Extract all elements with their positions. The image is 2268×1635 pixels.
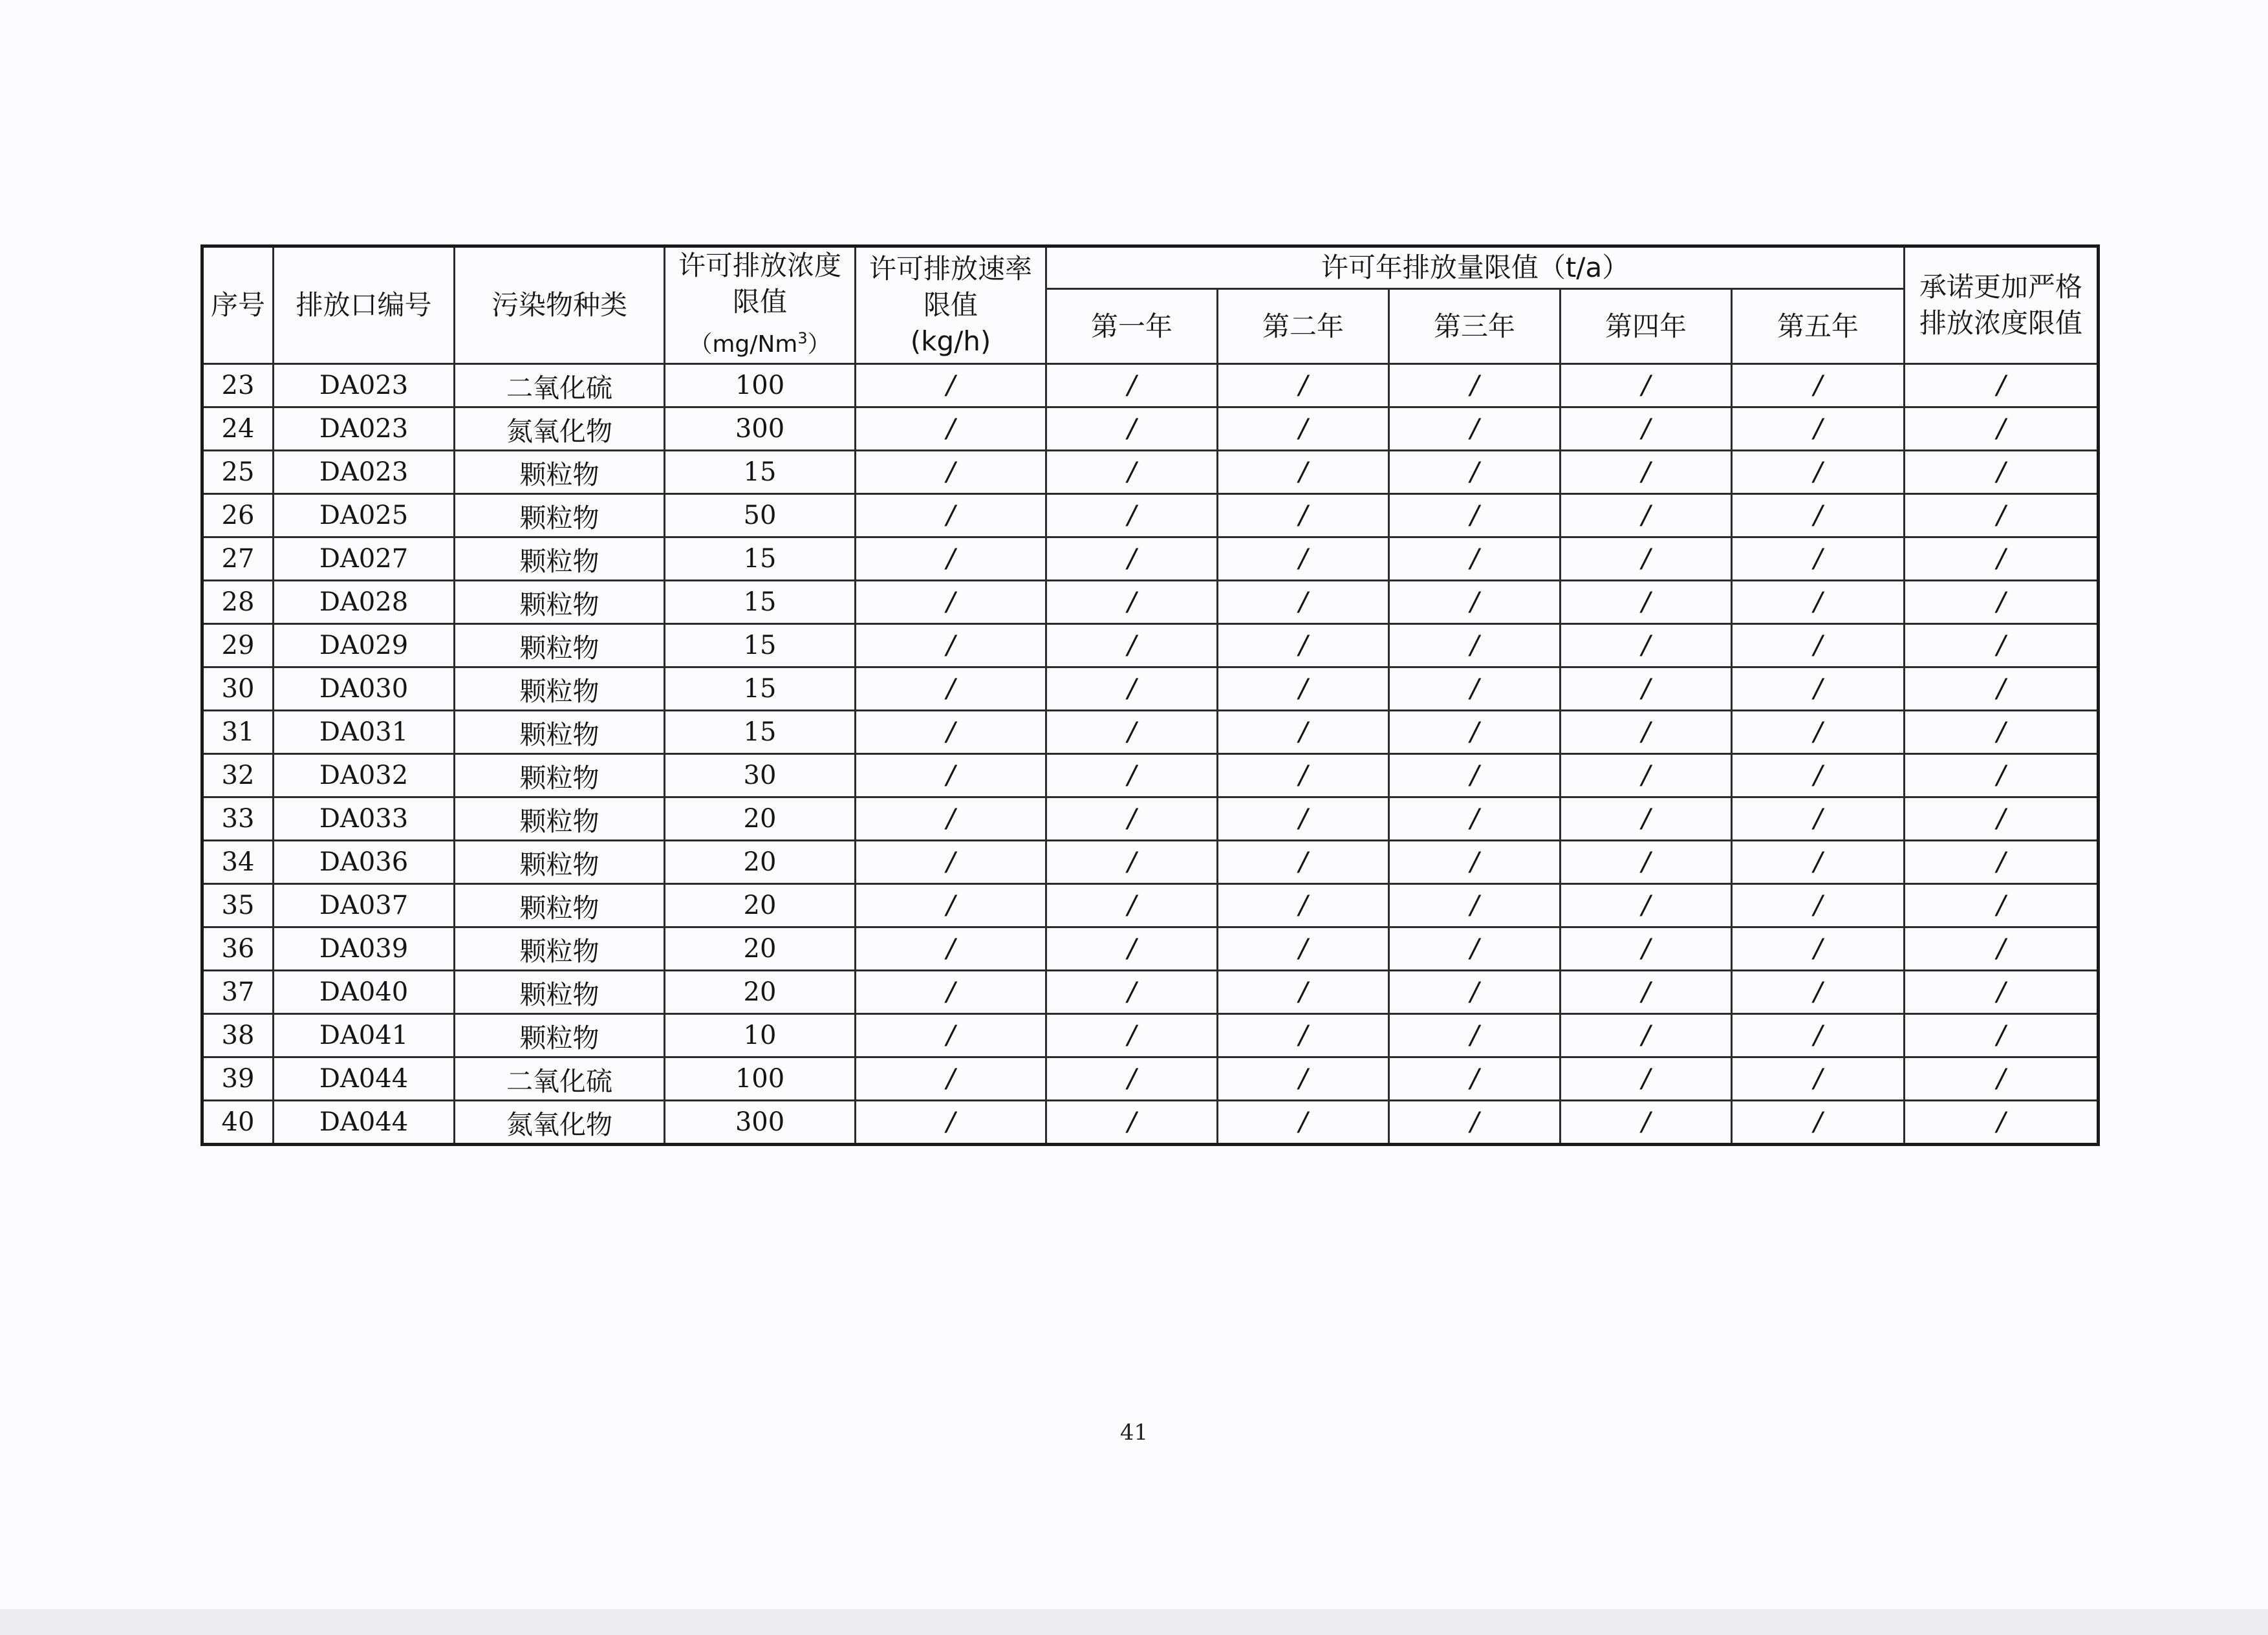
cell-year-1: / [1046, 841, 1218, 884]
cell-year-1: / [1046, 884, 1218, 927]
cell-commitment: / [1905, 884, 2099, 927]
cell-pollutant: 颗粒物 [455, 1014, 665, 1057]
cell-seq: 38 [202, 1014, 274, 1057]
cell-outlet: DA028 [274, 581, 455, 624]
cell-seq: 39 [202, 1057, 274, 1101]
table-row [202, 754, 2099, 797]
cell-outlet: DA023 [274, 451, 455, 494]
cell-year-4: / [1561, 581, 1732, 624]
cell-commitment: / [1905, 451, 2099, 494]
table-row [202, 927, 2099, 971]
cell-pollutant: 二氧化硫 [455, 1057, 665, 1101]
cell-commitment: / [1905, 841, 2099, 884]
cell-year-3: / [1389, 1014, 1561, 1057]
header-commit-line1: 承诺更加严格 [1919, 271, 2083, 303]
scan-edge [0, 1609, 2268, 1635]
cell-year-3: / [1389, 1101, 1561, 1145]
cell-year-5: / [1732, 1057, 1905, 1101]
cell-year-1: / [1046, 971, 1218, 1014]
cell-seq: 33 [202, 797, 274, 841]
cell-year-3: / [1389, 581, 1561, 624]
cell-concentration: 20 [665, 971, 856, 1014]
header-conc-unit-post: ） [807, 331, 831, 358]
cell-year-5: / [1732, 537, 1905, 581]
cell-rate: / [856, 711, 1046, 754]
cell-seq: 24 [202, 407, 274, 451]
header-commit-line2: 排放浓度限值 [1919, 307, 2083, 339]
cell-commitment: / [1905, 537, 2099, 581]
header-year-3: 第三年 [1389, 289, 1561, 364]
cell-year-5: / [1732, 927, 1905, 971]
cell-commitment: / [1905, 364, 2099, 407]
cell-year-1: / [1046, 537, 1218, 581]
header-conc-unit [665, 320, 854, 363]
header-outlet: 排放口编号 [274, 246, 455, 364]
cell-year-2: / [1218, 711, 1389, 754]
cell-year-1: / [1046, 667, 1218, 711]
header-year-2: 第二年 [1218, 289, 1389, 364]
table-row [202, 884, 2099, 927]
cell-outlet: DA044 [274, 1101, 455, 1145]
header-rate-limit [856, 246, 1046, 364]
cell-year-5: / [1732, 884, 1905, 927]
cell-pollutant: 氮氧化物 [455, 1101, 665, 1145]
cell-pollutant: 颗粒物 [455, 927, 665, 971]
cell-concentration: 300 [665, 1101, 856, 1145]
cell-pollutant: 氮氧化物 [455, 407, 665, 451]
header-year-4: 第四年 [1561, 289, 1732, 364]
cell-outlet: DA023 [274, 364, 455, 407]
cell-year-2: / [1218, 494, 1389, 537]
cell-seq: 29 [202, 624, 274, 667]
cell-year-5: / [1732, 754, 1905, 797]
cell-year-5: / [1732, 841, 1905, 884]
cell-year-4: / [1561, 841, 1732, 884]
cell-year-4: / [1561, 971, 1732, 1014]
cell-year-1: / [1046, 1014, 1218, 1057]
table-row [202, 451, 2099, 494]
header-concentration-limit [665, 246, 856, 364]
table-body [202, 364, 2099, 1145]
cell-commitment: / [1905, 1057, 2099, 1101]
table-row [202, 1101, 2099, 1145]
cell-concentration: 100 [665, 1057, 856, 1101]
table-row [202, 797, 2099, 841]
cell-seq: 28 [202, 581, 274, 624]
cell-outlet: DA044 [274, 1057, 455, 1101]
cell-outlet: DA037 [274, 884, 455, 927]
cell-year-1: / [1046, 711, 1218, 754]
table-row [202, 711, 2099, 754]
table-row [202, 1014, 2099, 1057]
cell-pollutant: 颗粒物 [455, 624, 665, 667]
cell-concentration: 15 [665, 624, 856, 667]
cell-year-5: / [1732, 624, 1905, 667]
cell-commitment: / [1905, 667, 2099, 711]
table-row [202, 841, 2099, 884]
cell-concentration: 20 [665, 797, 856, 841]
cell-year-1: / [1046, 797, 1218, 841]
cell-seq: 40 [202, 1101, 274, 1145]
cell-year-1: / [1046, 927, 1218, 971]
cell-year-4: / [1561, 667, 1732, 711]
cell-commitment: / [1905, 711, 2099, 754]
cell-year-2: / [1218, 1014, 1389, 1057]
cell-year-3: / [1389, 971, 1561, 1014]
cell-rate: / [856, 971, 1046, 1014]
cell-year-3: / [1389, 711, 1561, 754]
header-conc-line1: 许可排放浓度 [678, 250, 841, 281]
cell-year-4: / [1561, 711, 1732, 754]
cell-year-2: / [1218, 884, 1389, 927]
cell-year-3: / [1389, 451, 1561, 494]
table-row [202, 971, 2099, 1014]
cell-year-1: / [1046, 407, 1218, 451]
cell-year-3: / [1389, 407, 1561, 451]
cell-commitment: / [1905, 754, 2099, 797]
cell-year-2: / [1218, 927, 1389, 971]
cell-year-4: / [1561, 1014, 1732, 1057]
cell-rate: / [856, 1014, 1046, 1057]
cell-outlet: DA036 [274, 841, 455, 884]
cell-pollutant: 颗粒物 [455, 494, 665, 537]
cell-rate: / [856, 494, 1046, 537]
cell-seq: 23 [202, 364, 274, 407]
cell-rate: / [856, 537, 1046, 581]
cell-year-2: / [1218, 451, 1389, 494]
cell-concentration: 15 [665, 451, 856, 494]
cell-year-5: / [1732, 1014, 1905, 1057]
cell-commitment: / [1905, 581, 2099, 624]
cell-rate: / [856, 581, 1046, 624]
cell-pollutant: 颗粒物 [455, 581, 665, 624]
cell-concentration: 20 [665, 927, 856, 971]
cell-year-4: / [1561, 451, 1732, 494]
cell-seq: 35 [202, 884, 274, 927]
cell-year-2: / [1218, 754, 1389, 797]
cell-year-1: / [1046, 1101, 1218, 1145]
cell-year-1: / [1046, 494, 1218, 537]
header-pollutant: 污染物种类 [455, 246, 665, 364]
cell-year-2: / [1218, 537, 1389, 581]
table-row [202, 364, 2099, 407]
cell-year-2: / [1218, 1057, 1389, 1101]
cell-pollutant: 颗粒物 [455, 884, 665, 927]
cell-year-3: / [1389, 1057, 1561, 1101]
cell-year-4: / [1561, 927, 1732, 971]
cell-outlet: DA039 [274, 927, 455, 971]
cell-year-3: / [1389, 364, 1561, 407]
cell-seq: 36 [202, 927, 274, 971]
header-commitment [1905, 246, 2099, 364]
cell-year-4: / [1561, 1057, 1732, 1101]
cell-outlet: DA025 [274, 494, 455, 537]
cell-concentration: 50 [665, 494, 856, 537]
header-rate-line2: 限值 [923, 289, 978, 321]
cell-year-3: / [1389, 797, 1561, 841]
cell-outlet: DA030 [274, 667, 455, 711]
cell-year-1: / [1046, 624, 1218, 667]
table-row [202, 667, 2099, 711]
cell-outlet: DA031 [274, 711, 455, 754]
table-row [202, 581, 2099, 624]
cell-rate: / [856, 364, 1046, 407]
cell-seq: 32 [202, 754, 274, 797]
cell-outlet: DA032 [274, 754, 455, 797]
cell-year-3: / [1389, 494, 1561, 537]
cell-year-2: / [1218, 624, 1389, 667]
cell-commitment: / [1905, 927, 2099, 971]
cell-year-5: / [1732, 407, 1905, 451]
cell-year-1: / [1046, 581, 1218, 624]
cell-pollutant: 二氧化硫 [455, 364, 665, 407]
cell-pollutant: 颗粒物 [455, 754, 665, 797]
cell-rate: / [856, 927, 1046, 971]
cell-concentration: 10 [665, 1014, 856, 1057]
cell-commitment: / [1905, 971, 2099, 1014]
table-row [202, 1057, 2099, 1101]
cell-year-5: / [1732, 1101, 1905, 1145]
table-row [202, 624, 2099, 667]
cell-rate: / [856, 884, 1046, 927]
cell-year-3: / [1389, 624, 1561, 667]
cell-year-2: / [1218, 364, 1389, 407]
cell-outlet: DA023 [274, 407, 455, 451]
cell-year-4: / [1561, 494, 1732, 537]
cell-year-2: / [1218, 1101, 1389, 1145]
cell-year-2: / [1218, 407, 1389, 451]
cell-pollutant: 颗粒物 [455, 797, 665, 841]
cell-year-5: / [1732, 581, 1905, 624]
header-conc-line2: 限值 [732, 286, 787, 318]
cell-year-4: / [1561, 364, 1732, 407]
cell-rate: / [856, 1101, 1046, 1145]
cell-year-3: / [1389, 884, 1561, 927]
cell-pollutant: 颗粒物 [455, 711, 665, 754]
page-number: 41 [1119, 1420, 1149, 1446]
table-row [202, 407, 2099, 451]
cell-pollutant: 颗粒物 [455, 537, 665, 581]
cell-year-5: / [1732, 971, 1905, 1014]
header-annual-limit: 许可年排放量限值（t/a） [1046, 246, 1905, 289]
cell-year-2: / [1218, 667, 1389, 711]
cell-seq: 34 [202, 841, 274, 884]
cell-rate: / [856, 1057, 1046, 1101]
cell-year-2: / [1218, 797, 1389, 841]
cell-commitment: / [1905, 1101, 2099, 1145]
cell-year-4: / [1561, 407, 1732, 451]
cell-commitment: / [1905, 624, 2099, 667]
cell-rate: / [856, 624, 1046, 667]
cell-concentration: 15 [665, 581, 856, 624]
cell-year-4: / [1561, 624, 1732, 667]
header-conc-unit-sup: 3 [797, 329, 808, 347]
header-rate-unit: (kg/h) [910, 325, 991, 357]
cell-year-4: / [1561, 797, 1732, 841]
cell-rate: / [856, 451, 1046, 494]
table-header [202, 246, 2099, 364]
cell-commitment: / [1905, 494, 2099, 537]
cell-pollutant: 颗粒物 [455, 451, 665, 494]
cell-year-4: / [1561, 884, 1732, 927]
cell-year-5: / [1732, 667, 1905, 711]
cell-year-1: / [1046, 364, 1218, 407]
cell-concentration: 20 [665, 884, 856, 927]
cell-year-3: / [1389, 667, 1561, 711]
cell-rate: / [856, 667, 1046, 711]
cell-year-3: / [1389, 841, 1561, 884]
cell-concentration: 15 [665, 537, 856, 581]
cell-year-4: / [1561, 754, 1732, 797]
cell-year-5: / [1732, 494, 1905, 537]
header-year-5: 第五年 [1732, 289, 1905, 364]
cell-outlet: DA040 [274, 971, 455, 1014]
cell-rate: / [856, 797, 1046, 841]
cell-commitment: / [1905, 797, 2099, 841]
cell-concentration: 300 [665, 407, 856, 451]
cell-year-2: / [1218, 841, 1389, 884]
cell-seq: 27 [202, 537, 274, 581]
cell-year-3: / [1389, 754, 1561, 797]
cell-year-1: / [1046, 754, 1218, 797]
header-year-1: 第一年 [1046, 289, 1218, 364]
cell-concentration: 100 [665, 364, 856, 407]
cell-year-4: / [1561, 1101, 1732, 1145]
cell-rate: / [856, 407, 1046, 451]
header-conc-unit-pre: （mg/Nm [689, 331, 798, 358]
header-seq: 序号 [202, 246, 274, 364]
cell-commitment: / [1905, 1014, 2099, 1057]
cell-concentration: 15 [665, 711, 856, 754]
cell-pollutant: 颗粒物 [455, 841, 665, 884]
table-row [202, 494, 2099, 537]
cell-concentration: 30 [665, 754, 856, 797]
cell-rate: / [856, 841, 1046, 884]
table-row [202, 537, 2099, 581]
header-rate-line1: 许可排放速率 [869, 253, 1032, 285]
cell-seq: 25 [202, 451, 274, 494]
cell-seq: 30 [202, 667, 274, 711]
cell-year-1: / [1046, 1057, 1218, 1101]
cell-outlet: DA041 [274, 1014, 455, 1057]
cell-seq: 31 [202, 711, 274, 754]
cell-seq: 37 [202, 971, 274, 1014]
cell-outlet: DA027 [274, 537, 455, 581]
cell-commitment: / [1905, 407, 2099, 451]
cell-year-3: / [1389, 927, 1561, 971]
emission-limits-table [200, 244, 2100, 1146]
cell-year-2: / [1218, 581, 1389, 624]
cell-year-5: / [1732, 364, 1905, 407]
cell-year-3: / [1389, 537, 1561, 581]
cell-year-2: / [1218, 971, 1389, 1014]
cell-concentration: 20 [665, 841, 856, 884]
cell-year-5: / [1732, 711, 1905, 754]
emission-limits-table-container [200, 244, 2097, 1146]
cell-pollutant: 颗粒物 [455, 971, 665, 1014]
cell-concentration: 15 [665, 667, 856, 711]
cell-seq: 26 [202, 494, 274, 537]
cell-outlet: DA033 [274, 797, 455, 841]
cell-rate: / [856, 754, 1046, 797]
cell-year-5: / [1732, 797, 1905, 841]
cell-year-5: / [1732, 451, 1905, 494]
cell-year-4: / [1561, 537, 1732, 581]
cell-year-1: / [1046, 451, 1218, 494]
cell-pollutant: 颗粒物 [455, 667, 665, 711]
cell-outlet: DA029 [274, 624, 455, 667]
